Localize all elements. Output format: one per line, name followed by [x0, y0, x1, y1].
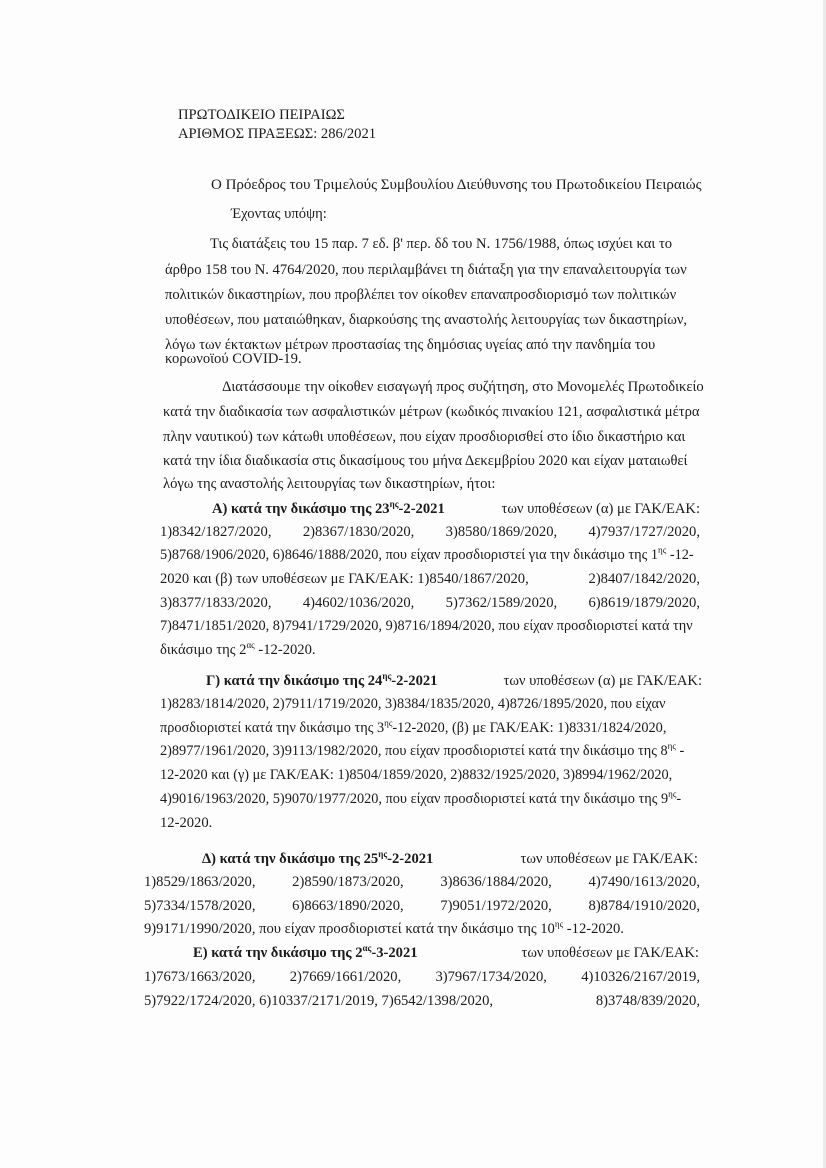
section-a-row-4: 3)8377/1833/2020, 4)4602/1036/2020, 5)7362/1589/2020, 6)8619/1879/2020,: [160, 595, 700, 611]
para1-line-5: λόγω των έκτακτων μέτρων προστασίας της δημόσιας υγείας από την πανδημία του: [165, 337, 656, 353]
section-a-heading: Α) κατά την δικάσιμο της $23^{\eta\varsigma}-2-2021$ των υποθέσεων (α) με ΓΑΚ/ΕΑΚ:: [212, 499, 700, 517]
section-g-row-4: 12-2020 και (γ) με ΓΑΚ/ΕΑΚ: 1)8504/1859/2020, 2)8832/1925/2020, 3)8994/1962/2020,: [160, 767, 673, 783]
section-a-row-6: δικάσιμο της $2^{\alpha\varsigma}$ -12-2020.: [160, 640, 316, 658]
section-e-row-1: 1)7673/1663/2020, 2)7669/1661/2020, 3)7967/1734/2020, 4)10326/2167/2019,: [144, 969, 700, 985]
para2-line-5: λόγω της αναστολής λειτουργίας των δικαστηρίων, ήτοι:: [163, 476, 496, 492]
section-g-row-6: 12-2020.: [160, 815, 213, 831]
section-e-heading: Ε) κατά την δικάσιμο της $2^{\alpha\varsigma}-3-2021$ των υποθέσεων με ΓΑΚ/ΕΑΚ:: [193, 943, 699, 961]
section-g-row-5: 4)9016/1963/2020, 5)9070/1977/2020, που είχαν προσδιοριστεί κατά την δικάσιμο της $9^{\eta\varsigma}-$: [160, 789, 682, 807]
act-number: ΑΡΙΘΜΟΣ ΠΡΑΞΕΩΣ: 286/2021: [178, 126, 377, 142]
section-d-row-2: 5)7334/1578/2020, 6)8663/1890/2020, 7)9051/1972/2020, 8)8784/1910/2020,: [144, 898, 700, 914]
section-g-row-2: προσδιοριστεί κατά την δικάσιμο της $3^{\eta\varsigma}-12-2020$, (β) με ΓΑΚ/ΕΑΚ: 1)8331/1824/2020,: [160, 718, 667, 736]
para2-line-1: Διατάσσουμε την οίκοθεν εισαγωγή προς συζήτηση, στο Μονομελές Πρωτοδικείο: [222, 379, 704, 395]
considering-label: Έχοντας υπόψη:: [231, 206, 327, 222]
section-a-row-5: 7)8471/1851/2020, 8)7941/1729/2020, 9)8716/1894/2020, που είχαν προσδιοριστεί κατά την: [160, 618, 693, 634]
para2-line-2: κατά την διαδικασία των ασφαλιστικών μέτρων (κωδικός πινακίου 121, ασφαλιστικά μέτρα: [163, 404, 700, 420]
para2-line-3: πλην ναυτικού) των κάτωθι υποθέσεων, που είχαν προσδιορισθεί στο ίδιο δικαστήριο και: [163, 429, 686, 445]
para1-line-3: πολιτικών δικαστηρίων, που προβλέπει τον οίκοθεν επαναπροσδιορισμό των πολιτικών: [165, 287, 677, 303]
section-d-heading: Δ) κατά την δικάσιμο της $25^{\eta\varsigma}-2-2021$ των υποθέσεων με ΓΑΚ/ΕΑΚ:: [202, 849, 698, 867]
section-g-heading: Γ) κατά την δικάσιμο της $24^{\eta\varsigma}-2-2021$ των υποθέσεων (α) με ΓΑΚ/ΕΑΚ:: [206, 671, 702, 689]
section-d-row-1: 1)8529/1863/2020, 2)8590/1873/2020, 3)8636/1884/2020, 4)7490/1613/2020,: [144, 874, 700, 890]
section-a-row-3: 2020 και (β) των υποθέσεων με ΓΑΚ/ΕΑΚ: 1)8540/1867/2020, 2)8407/1842/2020,: [160, 571, 700, 587]
section-g-row-1: 1)8283/1814/2020, 2)7911/1719/2020, 3)8384/1835/2020, 4)8726/1895/2020, που είχαν: [160, 696, 666, 712]
section-a-row-2: 5)8768/1906/2020, 6)8646/1888/2020, που είχαν προσδιοριστεί για την δικάσιμο της $1^{\eta\varsigma}$ -12-: [160, 545, 694, 563]
para1-line-1: Τις διατάξεις του 15 παρ. 7 εδ. β' περ. δδ του Ν. 1756/1988, όπως ισχύει και το: [210, 236, 673, 252]
section-a-row-1: 1)8342/1827/2020, 2)8367/1830/2020, 3)8580/1869/2020, 4)7937/1727/2020,: [160, 524, 700, 540]
para1-line-4: υποθέσεων, που ματαιώθηκαν, διαρκούσης της αναστολής λειτουργίας των δικαστηρίων,: [165, 312, 688, 328]
document-title: Ο Πρόεδρος του Τριμελούς Συμβουλίου Διεύθυνσης του Πρωτοδικείου Πειραιώς: [211, 177, 702, 193]
section-g-row-3: 2)8977/1961/2020, 3)9113/1982/2020, που είχαν προσδιοριστεί κατά την δικάσιμο της $8^{\eta\varsigma}$ -: [160, 741, 685, 759]
section-e-row-2: 5)7922/1724/2020, 6)10337/2171/2019, 7)6542/1398/2020, 8)3748/839/2020,: [144, 993, 700, 1009]
para1-line-2: άρθρο 158 του Ν. 4764/2020, που περιλαμβάνει τη διάταξη για την επαναλειτουργία των: [165, 262, 687, 278]
court-name: ΠΡΩΤΟΔΙΚΕΙΟ ΠΕΙΡΑΙΩΣ: [178, 107, 345, 123]
para2-line-4: κατά την ίδια διαδικασία στις δικασίμους του μήνα Δεκεμβρίου 2020 και είχαν ματαιωθεί: [163, 453, 688, 469]
para1-line-6: κορωνοϊού COVID-19.: [165, 351, 302, 367]
section-d-row-3: 9)9171/1990/2020, που είχαν προσδιοριστεί κατά την δικάσιμο της $10^{\eta\varsigma}$ -12-2020.: [144, 919, 624, 937]
